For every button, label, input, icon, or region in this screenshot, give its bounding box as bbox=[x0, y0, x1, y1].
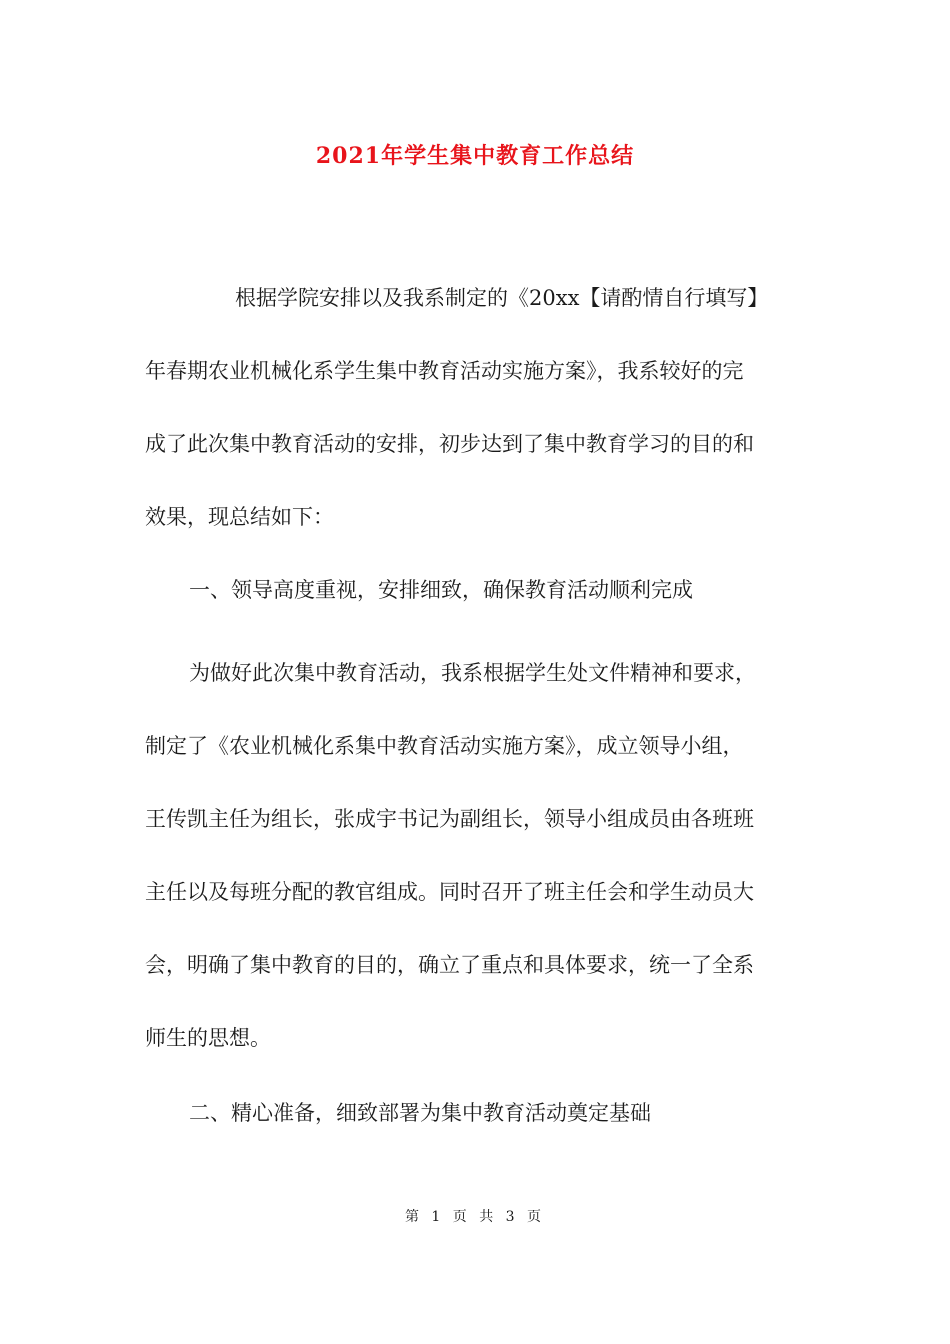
paragraph-line: 年春期农业机械化系学生集中教育活动实施方案》，我系较好的完 bbox=[145, 359, 744, 383]
section-heading-line: 一、领导高度重视，安排细致，确保教育活动顺利完成 bbox=[189, 578, 693, 602]
section-heading-1 bbox=[189, 554, 693, 627]
paragraph-intro bbox=[145, 262, 768, 554]
paragraph-line: 根据学院安排以及我系制定的《20xx【请酌情自行填写】 bbox=[235, 286, 769, 310]
section-heading-2 bbox=[189, 1077, 651, 1150]
document-title: 2021年学生集中教育工作总结 bbox=[315, 143, 635, 169]
paragraph-section-1 bbox=[145, 637, 756, 1075]
paragraph-line: 为做好此次集中教育活动，我系根据学生处文件精神和要求， bbox=[189, 661, 756, 685]
paragraph-line: 成了此次集中教育活动的安排，初步达到了集中教育学习的目的和 bbox=[145, 432, 754, 456]
section-heading-line: 二、精心准备，细致部署为集中教育活动奠定基础 bbox=[189, 1101, 651, 1125]
paragraph-line: 效果，现总结如下： bbox=[145, 505, 334, 529]
paragraph-line: 王传凯主任为组长，张成宇书记为副组长，领导小组成员由各班班 bbox=[145, 807, 754, 831]
paragraph-line: 制定了《农业机械化系集中教育活动实施方案》，成立领导小组， bbox=[145, 734, 744, 758]
page-footer: 第 1 页 共 3 页 bbox=[404, 1209, 546, 1225]
paragraph-line: 主任以及每班分配的教官组成。同时召开了班主任会和学生动员大 bbox=[145, 880, 754, 904]
paragraph-line: 会，明确了集中教育的目的，确立了重点和具体要求，统一了全系 bbox=[145, 953, 754, 977]
paragraph-line: 师生的思想。 bbox=[145, 1026, 271, 1050]
